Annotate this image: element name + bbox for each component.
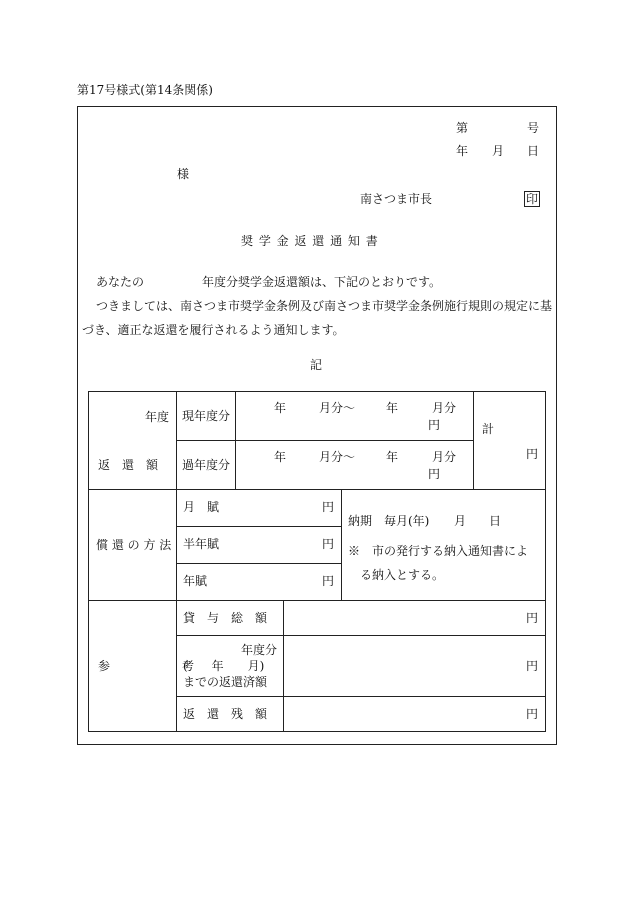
body-p2-line2: づき、適正な返還を履行されるよう通知します。	[82, 323, 345, 337]
loan-total-label: 貸 与 総 額	[183, 611, 268, 625]
repaid-fiscal-year: 年度分	[240, 643, 277, 657]
date-day: 日	[527, 144, 540, 158]
body-p1-start: あなたの	[96, 275, 145, 289]
repayment-table	[88, 391, 546, 732]
cell-total	[474, 392, 546, 490]
past-period-year-start: 年	[274, 450, 287, 464]
cell-monthly	[177, 490, 342, 527]
current-year-yen: 円	[428, 418, 441, 432]
past-year-label: 過年度分	[182, 458, 231, 472]
balance-label: 返 還 残 額	[183, 707, 268, 721]
payment-note-line1: ※ 市の発行する納入通知書によ	[348, 544, 529, 558]
cell-payment-terms	[342, 490, 546, 601]
cell-loan-total-value	[284, 601, 546, 636]
payment-due-label: 納期 毎月(年)	[348, 514, 430, 528]
number-prefix: 第	[456, 121, 469, 135]
body-p2-line1: つきましては、南さつま市奨学金条例及び南さつま市奨学金条例施行規則の規定に基	[96, 299, 553, 313]
cell-reference-label	[89, 601, 195, 732]
repaid-yen: 円	[525, 659, 538, 673]
period-year-end: 年	[386, 401, 399, 415]
repaid-period: ( 年 月)	[183, 659, 265, 673]
semiannual-yen: 円	[321, 537, 334, 551]
henkangaku-label: 返 還 額	[98, 457, 159, 472]
period-year-start: 年	[274, 401, 287, 415]
past-period-month-end: 月分	[432, 450, 457, 464]
nendo-label: 年度	[144, 409, 169, 424]
cell-annual	[177, 564, 342, 601]
annual-yen: 円	[321, 574, 334, 588]
seal-mark: 印	[526, 192, 539, 206]
balance-yen: 円	[525, 707, 538, 721]
payment-note-line2: る納入とする。	[360, 568, 445, 582]
number-suffix: 号	[527, 121, 540, 135]
cell-past-year-label	[177, 441, 236, 490]
total-yen: 円	[525, 446, 538, 461]
cell-past-year-period	[236, 441, 474, 490]
reference-label: 参 考	[98, 659, 195, 673]
cell-repaid-label	[177, 636, 284, 697]
period-month-end: 月分	[432, 401, 457, 415]
cell-balance-label	[177, 697, 284, 732]
past-period-year-end: 年	[386, 450, 399, 464]
loan-total-yen: 円	[525, 611, 538, 625]
monthly-label: 月 賦	[183, 500, 220, 514]
document-title: 奨 学 金 返 還 通 知 書	[241, 234, 379, 248]
semiannual-label: 半年賦	[183, 537, 220, 551]
mayor-title: 南さつま市長	[360, 192, 433, 206]
recipient-honorific: 様	[177, 167, 190, 181]
cell-amount-label	[89, 392, 177, 490]
past-year-yen: 円	[428, 467, 441, 481]
method-label: 償 還 の 方 法	[96, 538, 172, 552]
cell-loan-total-label	[177, 601, 284, 636]
body-p1-end: 年度分奨学金返還額は、下記のとおりです。	[202, 275, 442, 289]
payment-due-month: 月	[454, 514, 467, 528]
ki-label: 記	[310, 358, 323, 372]
current-year-label: 現年度分	[182, 409, 231, 423]
cell-current-year-label	[177, 392, 236, 441]
annual-label: 年賦	[183, 574, 208, 588]
date-year: 年	[456, 144, 469, 158]
payment-due-day: 日	[489, 514, 502, 528]
repaid-label: までの返還済額	[183, 675, 268, 689]
cell-semiannual	[177, 527, 342, 564]
total-label: 計	[482, 421, 495, 436]
monthly-yen: 円	[321, 500, 334, 514]
cell-repaid-value	[284, 636, 546, 697]
cell-current-year-period	[236, 392, 474, 441]
cell-balance-value	[284, 697, 546, 732]
cell-method-label	[89, 490, 177, 601]
form-number: 第17号様式(第14条関係)	[77, 83, 213, 97]
past-period-month-start: 月分〜	[319, 450, 356, 464]
date-month: 月	[492, 144, 505, 158]
period-month-start: 月分〜	[319, 401, 356, 415]
